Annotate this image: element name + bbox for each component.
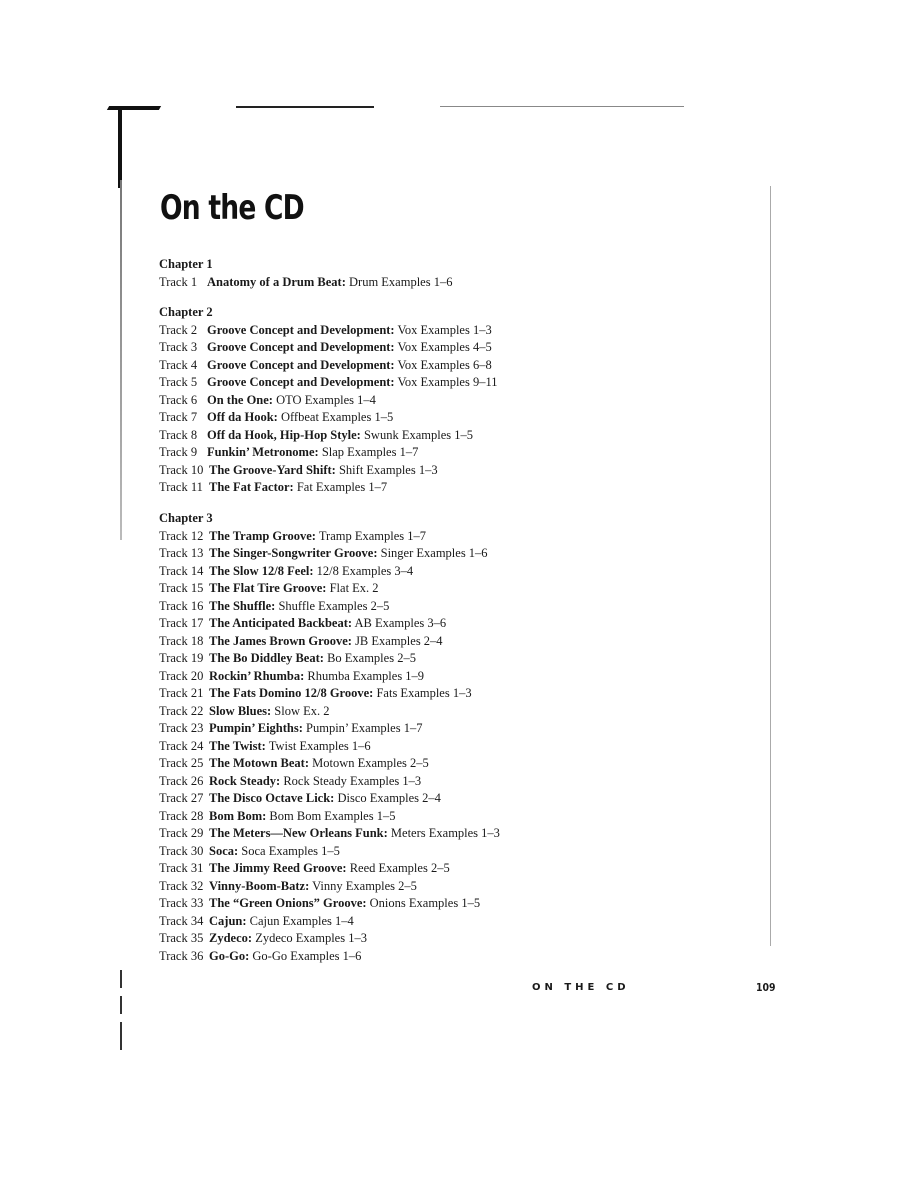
track-number: Track 23 — [159, 721, 204, 735]
track-description: Soca Examples 1–5 — [238, 843, 340, 858]
track-name: The Flat Tire Groove: — [209, 581, 327, 595]
track-number: Track 6 — [159, 392, 198, 407]
track-name: The Disco Octave Lick: — [209, 791, 335, 805]
track-number: Track 14 — [159, 563, 204, 578]
track-number: Track 5 — [159, 375, 198, 389]
track-number: Track 2 — [159, 322, 198, 337]
track-number: Track 11 — [159, 480, 203, 494]
track-description: Disco Examples 2–4 — [334, 791, 441, 805]
top-rule-secondary — [440, 106, 684, 107]
track-name: Rock Steady: — [209, 773, 281, 788]
track-name: The Groove-Yard Shift: — [209, 462, 336, 477]
track-description: Vox Examples 6–8 — [394, 357, 492, 372]
track-entry — [159, 773, 719, 791]
track-entry — [159, 720, 719, 738]
track-description: Go-Go Examples 1–6 — [249, 948, 362, 963]
track-number: Track 9 — [159, 445, 198, 459]
track-entry — [159, 860, 719, 878]
track-number: Track 31 — [159, 861, 204, 875]
running-footer: ON THE CD — [532, 982, 630, 993]
track-number: Track 7 — [159, 410, 198, 424]
track-entry — [159, 668, 719, 686]
track-entry — [159, 895, 719, 913]
track-number: Track 19 — [159, 651, 204, 665]
track-entry — [159, 357, 719, 375]
page-number: 109 — [756, 981, 776, 994]
track-name: The Tramp Groove: — [209, 528, 316, 543]
track-entry — [159, 808, 719, 826]
edge-tick — [120, 1022, 122, 1050]
track-name: Rockin’ Rhumba: — [209, 668, 305, 683]
track-entry — [159, 948, 719, 966]
track-description: Flat Ex. 2 — [326, 581, 379, 595]
track-entry — [159, 843, 719, 861]
track-entry — [159, 392, 719, 410]
track-entry — [159, 633, 719, 651]
track-name: Go-Go: — [209, 948, 250, 963]
track-description: Onions Examples 1–5 — [366, 896, 481, 910]
track-entry — [159, 930, 719, 948]
track-name: Pumpin’ Eighths: — [209, 721, 303, 735]
track-name: Funkin’ Metronome: — [207, 445, 319, 459]
track-number: Track 16 — [159, 598, 204, 613]
track-number: Track 28 — [159, 808, 204, 823]
track-entry — [159, 322, 719, 340]
track-name: Slow Blues: — [209, 703, 272, 718]
track-entry — [159, 878, 719, 896]
track-entry — [159, 615, 719, 633]
chapter-section — [159, 510, 719, 965]
track-number: Track 24 — [159, 738, 204, 753]
track-description: Singer Examples 1–6 — [377, 546, 488, 560]
corner-mark — [107, 106, 161, 110]
track-description: Vox Examples 1–3 — [394, 322, 492, 337]
track-name: Groove Concept and Development: — [207, 340, 395, 354]
top-rule — [236, 106, 374, 108]
right-margin-rule — [770, 186, 771, 946]
track-number: Track 20 — [159, 668, 204, 683]
edge-tick — [120, 970, 122, 988]
track-description: Bo Examples 2–5 — [323, 651, 416, 665]
track-number: Track 4 — [159, 357, 198, 372]
track-number: Track 33 — [159, 896, 204, 910]
track-name: Groove Concept and Development: — [207, 357, 395, 372]
track-number: Track 36 — [159, 948, 204, 963]
chapter-section — [159, 256, 719, 291]
track-entry — [159, 650, 719, 668]
track-name: Anatomy of a Drum Beat: — [207, 274, 346, 289]
track-entry — [159, 563, 719, 581]
track-number: Track 15 — [159, 581, 204, 595]
track-entry — [159, 738, 719, 756]
track-number: Track 17 — [159, 616, 204, 630]
track-number: Track 29 — [159, 826, 204, 840]
track-entry — [159, 479, 719, 497]
corner-mark-vertical — [118, 108, 122, 188]
track-description: Bom Bom Examples 1–5 — [266, 808, 396, 823]
track-description: JB Examples 2–4 — [351, 633, 443, 648]
track-name: The Anticipated Backbeat: — [209, 616, 353, 630]
track-number: Track 21 — [159, 686, 204, 700]
track-name: The Jimmy Reed Groove: — [209, 861, 347, 875]
track-description: Slap Examples 1–7 — [318, 445, 419, 459]
track-description: Meters Examples 1–3 — [387, 826, 500, 840]
track-number: Track 25 — [159, 756, 204, 770]
track-description: Rock Steady Examples 1–3 — [280, 773, 422, 788]
track-name: The Slow 12/8 Feel: — [209, 563, 314, 578]
track-description: Fat Examples 1–7 — [293, 480, 388, 494]
chapter-heading: Chapter 2 — [159, 305, 213, 319]
track-name: The Singer-Songwriter Groove: — [209, 546, 378, 560]
track-number: Track 8 — [159, 427, 198, 442]
track-name: The Twist: — [209, 738, 266, 753]
track-number: Track 35 — [159, 931, 204, 945]
track-name: The Fats Domino 12/8 Groove: — [209, 686, 374, 700]
track-entry — [159, 825, 719, 843]
track-name: Vinny-Boom-Batz: — [209, 878, 310, 893]
track-number: Track 10 — [159, 462, 204, 477]
track-name: The Motown Beat: — [209, 756, 309, 770]
track-description: Tramp Examples 1–7 — [315, 528, 427, 543]
track-description: Twist Examples 1–6 — [265, 738, 371, 753]
track-entry — [159, 685, 719, 703]
track-name: Cajun: — [209, 913, 247, 928]
track-name: Off da Hook: — [207, 410, 278, 424]
track-entry — [159, 374, 719, 392]
track-name: Bom Bom: — [209, 808, 267, 823]
track-description: Fats Examples 1–3 — [373, 686, 472, 700]
track-name: Off da Hook, Hip-Hop Style: — [207, 427, 361, 442]
binding-edge-line — [120, 180, 122, 540]
track-number: Track 30 — [159, 843, 204, 858]
edge-tick — [120, 996, 122, 1014]
track-number: Track 13 — [159, 546, 204, 560]
track-entry — [159, 339, 719, 357]
track-description: Zydeco Examples 1–3 — [252, 931, 367, 945]
track-entry — [159, 598, 719, 616]
track-entry — [159, 427, 719, 445]
track-name: On the One: — [207, 392, 273, 407]
track-name: Soca: — [209, 843, 239, 858]
page-title: On the CD — [160, 188, 304, 228]
track-name: The Bo Diddley Beat: — [209, 651, 324, 665]
track-name: The Shuffle: — [209, 598, 276, 613]
track-description: Rhumba Examples 1–9 — [304, 668, 425, 683]
track-number: Track 26 — [159, 773, 204, 788]
track-entry — [159, 913, 719, 931]
track-description: Vinny Examples 2–5 — [309, 878, 417, 893]
track-description: Swunk Examples 1–5 — [360, 427, 473, 442]
track-name: Zydeco: — [209, 931, 253, 945]
track-description: Pumpin’ Examples 1–7 — [302, 721, 423, 735]
track-description: Vox Examples 4–5 — [394, 340, 492, 354]
chapter-section — [159, 304, 719, 497]
track-description: Reed Examples 2–5 — [346, 861, 450, 875]
track-entry — [159, 528, 719, 546]
track-name: The Meters—New Orleans Funk: — [209, 826, 388, 840]
track-entry — [159, 790, 719, 808]
track-number: Track 18 — [159, 633, 204, 648]
track-number: Track 22 — [159, 703, 204, 718]
track-entry — [159, 444, 719, 462]
track-number: Track 1 — [159, 274, 198, 289]
track-description: 12/8 Examples 3–4 — [313, 563, 414, 578]
track-entry — [159, 409, 719, 427]
track-number: Track 32 — [159, 878, 204, 893]
chapter-heading: Chapter 3 — [159, 511, 213, 525]
track-description: OTO Examples 1–4 — [272, 392, 376, 407]
track-description: AB Examples 3–6 — [352, 616, 447, 630]
track-name: Groove Concept and Development: — [207, 375, 395, 389]
track-number: Track 3 — [159, 340, 198, 354]
track-description: Vox Examples 9–11 — [394, 375, 498, 389]
track-description: Drum Examples 1–6 — [345, 274, 453, 289]
track-name: The “Green Onions” Groove: — [209, 896, 367, 910]
track-entry — [159, 462, 719, 480]
track-description: Motown Examples 2–5 — [309, 756, 429, 770]
track-entry — [159, 545, 719, 563]
track-entry — [159, 755, 719, 773]
track-entry — [159, 580, 719, 598]
track-number: Track 12 — [159, 528, 204, 543]
track-description: Offbeat Examples 1–5 — [277, 410, 394, 424]
track-name: The Fat Factor: — [209, 480, 294, 494]
track-number: Track 34 — [159, 913, 204, 928]
track-description: Shift Examples 1–3 — [335, 462, 438, 477]
chapter-heading: Chapter 1 — [159, 257, 213, 271]
track-name: The James Brown Groove: — [209, 633, 352, 648]
track-entry — [159, 703, 719, 721]
track-number: Track 27 — [159, 791, 204, 805]
track-description: Shuffle Examples 2–5 — [275, 598, 390, 613]
track-description: Slow Ex. 2 — [271, 703, 330, 718]
track-description: Cajun Examples 1–4 — [246, 913, 354, 928]
track-entry — [159, 274, 719, 292]
track-name: Groove Concept and Development: — [207, 322, 395, 337]
